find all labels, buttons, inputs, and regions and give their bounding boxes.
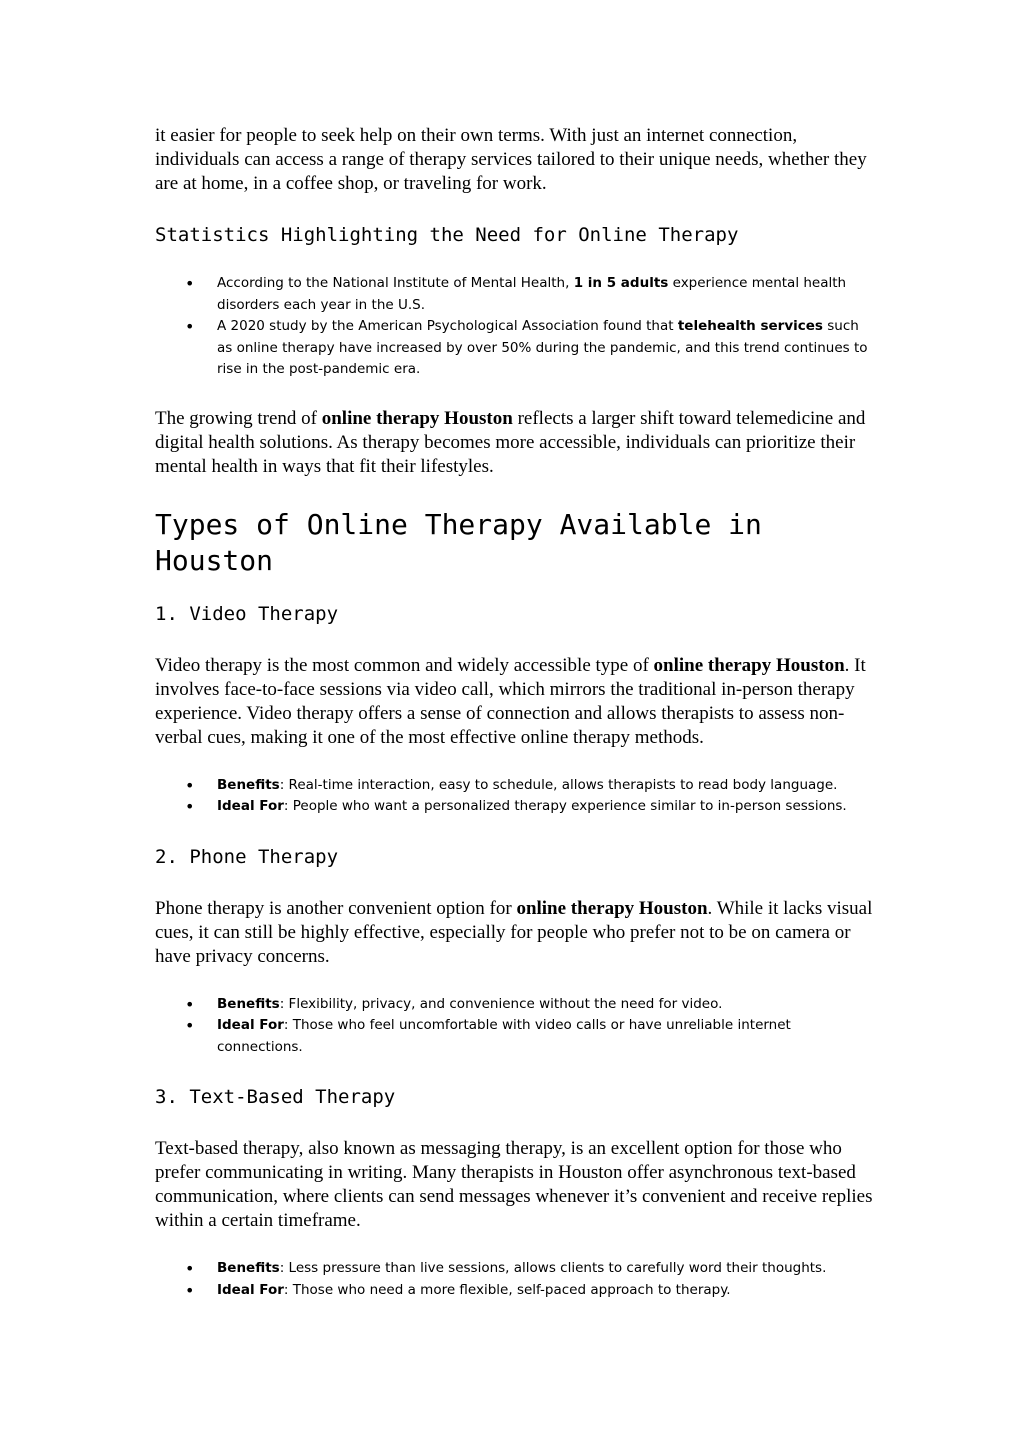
list-item: • Ideal For: People who want a personalized therapy experience similar to in-person sessions.	[155, 796, 875, 818]
text-therapy-heading: 3. Text-Based Therapy	[155, 1086, 396, 1108]
bullet-label: Ideal For	[217, 1017, 284, 1033]
video-therapy-paragraph: Video therapy is the most common and widely accessible type of online therapy Houston. It involves face-to-face sessions via video call, which mirrors the traditional in-person therapy experience. Video therapy offers a sense of connection and allows therapists to assess non-verbal cues, making it one of the most effective online therapy methods.	[155, 654, 866, 748]
trend-paragraph: The growing trend of online therapy Houston reflects a larger shift toward telemedicine and digital health solutions. As therapy becomes more accessible, individuals can prioritize their mental health in ways that fit their lifestyles.	[155, 407, 866, 477]
list-item: • Ideal For: Those who feel uncomfortable with video calls or have unreliable internet connections.	[155, 1015, 875, 1058]
list-item: • Benefits: Real-time interaction, easy to schedule, allows therapists to read body language.	[155, 775, 875, 797]
phone-therapy-heading: 2. Phone Therapy	[155, 845, 339, 868]
stats-heading: Statistics Highlighting the Need for Online Therapy	[155, 224, 739, 246]
document-page	[155, 124, 875, 1301]
bold-text: 1 in 5 adults	[573, 275, 669, 291]
text-therapy-list	[155, 1258, 875, 1301]
text-therapy-paragraph: Text-based therapy, also known as messaging therapy, is an excellent option for those who prefer communicating in writing. Many therapists in Houston offer asynchronous text-based communication, where clients can send messages whenever it’s convenient and receive replies within a certain timeframe.	[155, 1138, 873, 1231]
bold-text: online therapy Houston	[321, 407, 513, 429]
video-therapy-heading: 1. Video Therapy	[155, 602, 339, 625]
intro-paragraph: it easier for people to seek help on their own terms. With just an internet connection, individuals can access a range of therapy services tailored to their unique needs, whether they are at home, in a coffee shop, or traveling for work.	[155, 125, 867, 194]
bullet-label: Ideal For	[217, 798, 284, 814]
stats-list	[155, 273, 875, 381]
video-therapy-list	[155, 775, 875, 818]
list-item: • According to the National Institute of Mental Health, 1 in 5 adults experience mental health disorders each year in the U.S.	[155, 273, 875, 316]
bold-text: online therapy Houston	[653, 654, 845, 676]
phone-therapy-paragraph: Phone therapy is another convenient option for online therapy Houston. While it lacks visual cues, it can still be highly effective, especially for people who prefer not to be on camera or have privacy concerns.	[155, 897, 873, 967]
bullet-label: Benefits	[217, 995, 280, 1012]
types-heading: Types of Online Therapy Available in Houston	[155, 507, 762, 577]
list-item: • Benefits: Less pressure than live sessions, allows clients to carefully word their thoughts.	[155, 1258, 875, 1280]
bold-text: online therapy Houston	[516, 897, 708, 919]
list-item: • A 2020 study by the American Psychological Association found that telehealth services such as online therapy have increased by over 50% during the pandemic, and this trend continues to rise in the post-pandemic era.	[155, 316, 875, 381]
phone-therapy-list	[155, 994, 875, 1059]
bullet-label: Benefits	[217, 776, 280, 793]
list-item: • Benefits: Flexibility, privacy, and convenience without the need for video.	[155, 994, 875, 1016]
bullet-label: Benefits	[217, 1260, 280, 1276]
bold-text: telehealth services	[677, 318, 823, 334]
bullet-label: Ideal For	[217, 1281, 284, 1298]
list-item: • Ideal For: Those who need a more flexible, self-paced approach to therapy.	[155, 1280, 875, 1302]
